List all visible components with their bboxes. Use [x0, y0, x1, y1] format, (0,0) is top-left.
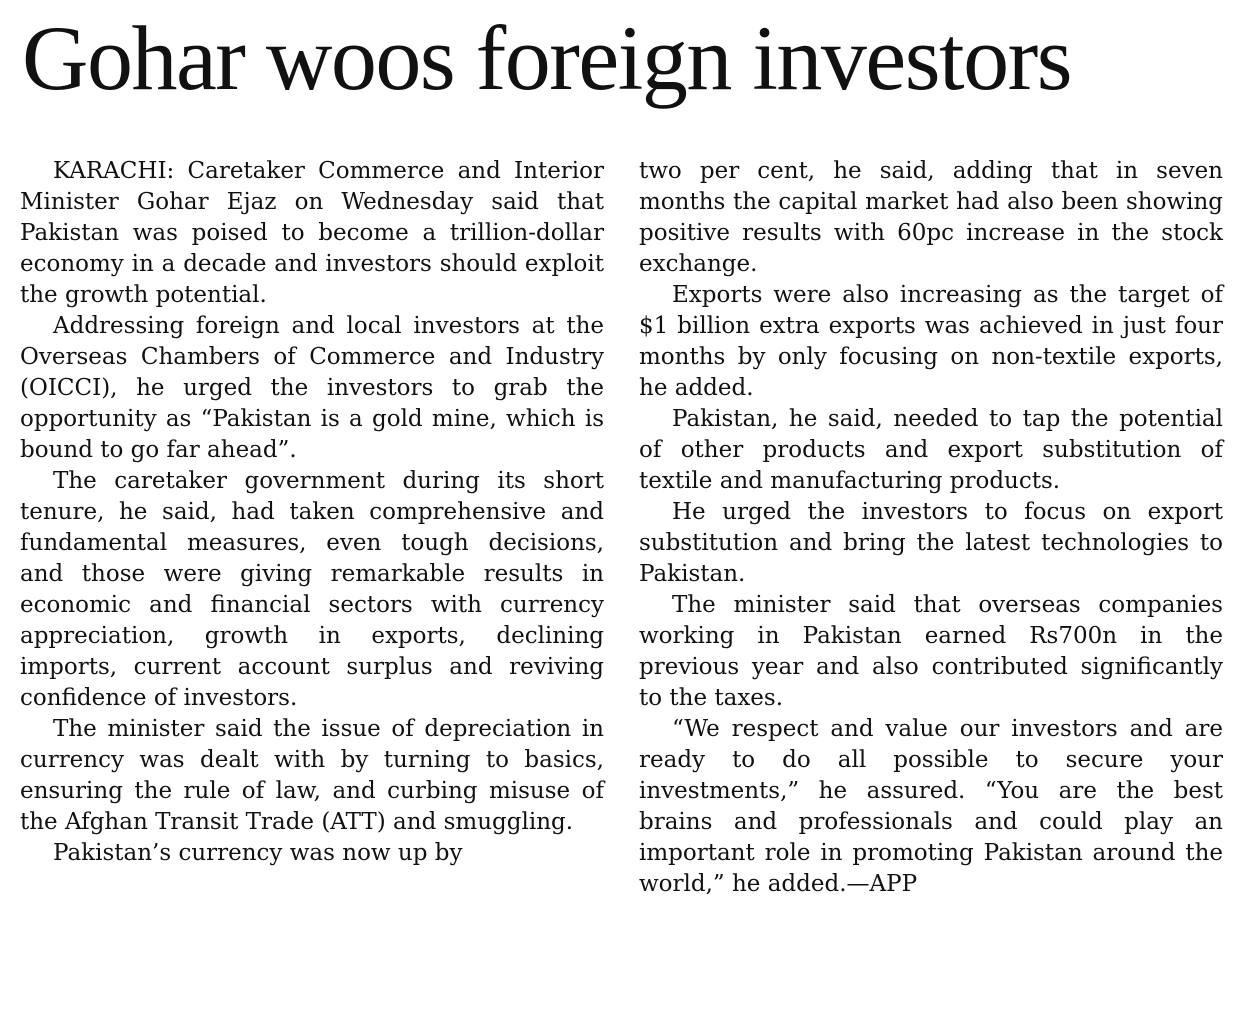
paragraph: The minister said the issue of depreciation in currency was dealt with by turning to basics, ensuring the rule of law, and curbing misuse of the Afghan Transit Trade (ATT) and smuggling. — [20, 716, 604, 835]
paragraph: Addressing foreign and local investors at the Overseas Chambers of Commerce and Industry (OICCI), he urged the investors to grab the opportunity as “Pakistan is a gold mine, which is bound to go far ahead”. — [20, 313, 604, 463]
paragraph: Exports were also increasing as the target of $1 billion extra exports was achieved in just four months by only focusing on non-textile exports, he added. — [639, 282, 1223, 401]
paragraph: The caretaker government during its short tenure, he said, had taken comprehensive and fundamental measures, even tough decisions, and those were giving remarkable results in economic and financial sectors with currency appreciation, growth in exports, declining imports, current account surplus and reviving confidence of investors. — [20, 468, 604, 711]
paragraph: “We respect and value our investors and are ready to do all possible to secure your investments,” he assured. “You are the best brains and professionals and could play an important role in promoting Pakistan around the world,” he added.—APP — [639, 716, 1223, 897]
article-column-right — [639, 156, 1223, 900]
headline: Gohar woos foreign investors — [22, 7, 1072, 109]
paragraph-continuation: two per cent, he said, adding that in seven months the capital market had also been showing positive results with 60pc increase in the stock exchange. — [639, 158, 1223, 277]
paragraph: The minister said that overseas companies working in Pakistan earned Rs700n in the previous year and also contributed significantly to the taxes. — [639, 592, 1223, 711]
paragraph: He urged the investors to focus on export substitution and bring the latest technologies to Pakistan. — [639, 499, 1223, 587]
paragraph: KARACHI: Caretaker Commerce and Interior Minister Gohar Ejaz on Wednesday said that Pakistan was poised to become a trillion-dollar economy in a decade and investors should exploit the growth potential. — [20, 158, 604, 308]
paragraph: Pakistan, he said, needed to tap the potential of other products and export substitution of textile and manufacturing products. — [639, 406, 1223, 494]
article-column-left — [20, 156, 604, 869]
paragraph: Pakistan’s currency was now up by — [53, 840, 463, 866]
